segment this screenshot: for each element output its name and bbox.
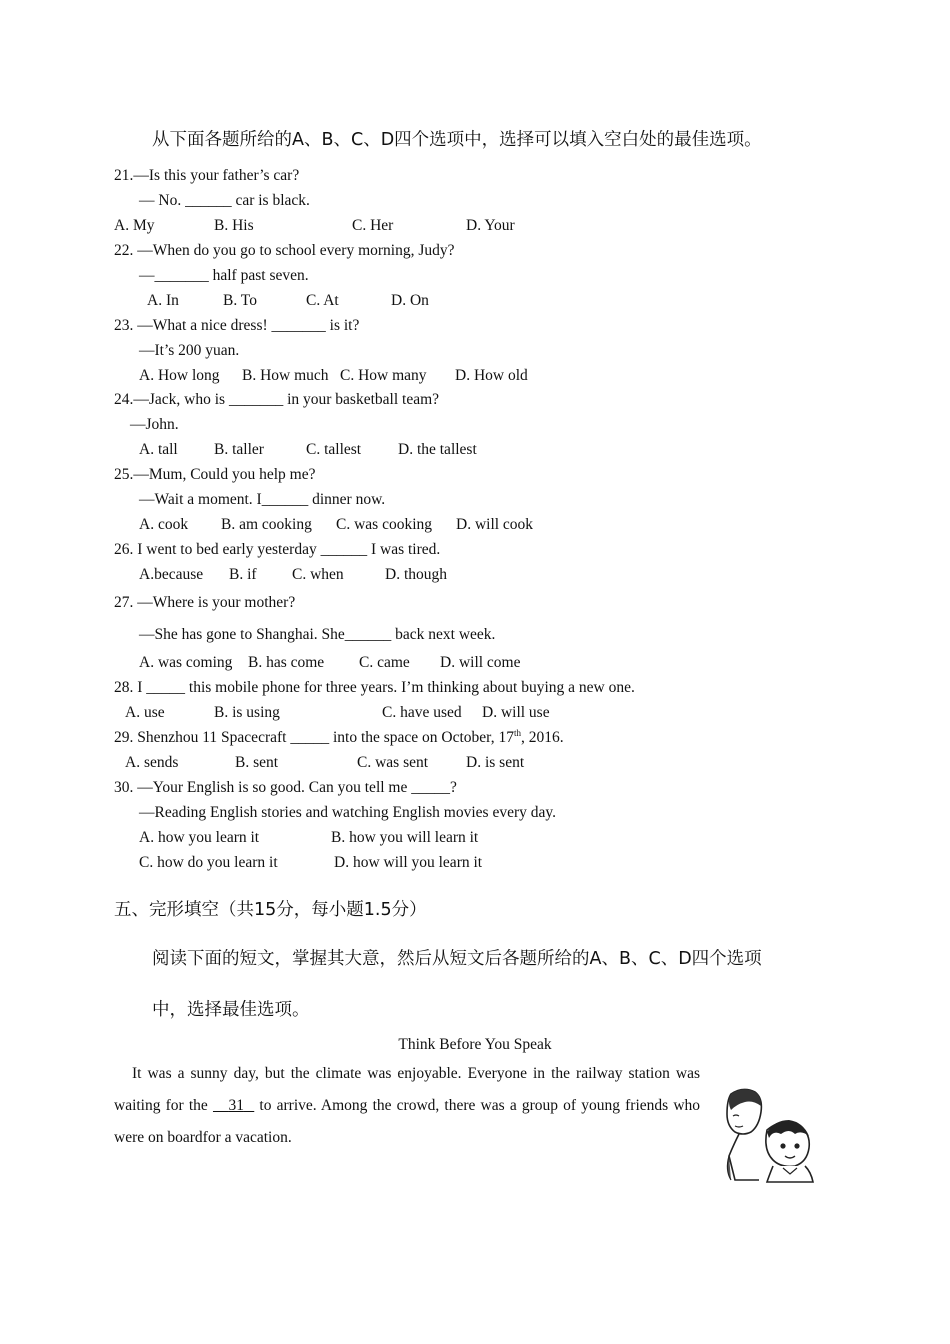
option-24-b: B. taller bbox=[214, 441, 264, 458]
option-28-c: C. have used bbox=[382, 704, 462, 721]
option-25-c: C. was cooking bbox=[336, 516, 433, 533]
option-23-b: B. How much bbox=[242, 367, 329, 384]
question-22: 22. —When do you go to school every morning, Judy? bbox=[114, 242, 455, 259]
option-22-c: C. At bbox=[306, 292, 339, 309]
option-28-d: D. will use bbox=[482, 704, 550, 721]
option-29-a: A. sends bbox=[125, 754, 179, 771]
question-23: 23. —What a nice dress! _______ is it? bbox=[114, 317, 360, 334]
option-23-a: A. How long bbox=[139, 367, 220, 384]
passage-paragraph bbox=[114, 1058, 700, 1154]
instruction-mc: 从下面各题所给的A、B、C、D四个选项中，选择可以填入空白处的最佳选项。 bbox=[152, 130, 762, 150]
option-30-a: A. how you learn it bbox=[139, 829, 260, 846]
question-27: 27. —Where is your mother? bbox=[114, 594, 296, 611]
answer-line-21: — No. ______ car is black. bbox=[139, 192, 310, 209]
question-29-year: , 2016. bbox=[521, 729, 564, 746]
option-27-a: A. was coming bbox=[139, 654, 233, 671]
answer-line-25: —Wait a moment. I______ dinner now. bbox=[139, 491, 386, 508]
option-30-b: B. how you will learn it bbox=[331, 829, 479, 846]
question-25: 25.—Mum, Could you help me? bbox=[114, 466, 316, 483]
option-27-b: B. has come bbox=[248, 654, 325, 671]
question-29 bbox=[114, 728, 564, 748]
section-5-instruction-line-1: 阅读下面的短文，掌握其大意，然后从短文后各题所给的A、B、C、D四个选项 bbox=[152, 949, 762, 969]
option-21-a: A. My bbox=[114, 217, 155, 234]
answer-line-30: —Reading English stories and watching English movies every day. bbox=[139, 804, 556, 821]
option-24-d: D. the tallest bbox=[398, 441, 477, 458]
option-24-c: C. tallest bbox=[306, 441, 362, 458]
section-5-instruction-line-2: 中，选择最佳选项。 bbox=[152, 1000, 310, 1020]
option-28-a: A. use bbox=[125, 704, 165, 721]
answer-line-23: —It’s 200 yuan. bbox=[139, 342, 240, 359]
section-5-title: 五、完形填空（共15分，每小题1.5分） bbox=[114, 900, 427, 920]
option-26-d: D. though bbox=[385, 566, 447, 583]
option-29-c: C. was sent bbox=[357, 754, 429, 771]
option-29-d: D. is sent bbox=[466, 754, 525, 771]
option-26-b: B. if bbox=[229, 566, 257, 583]
question-24: 24.—Jack, who is _______ in your basketball team? bbox=[114, 391, 440, 408]
answer-line-27: —She has gone to Shanghai. She______ back next week. bbox=[139, 626, 496, 643]
question-29-superscript: th bbox=[513, 727, 521, 738]
option-26-a: A.because bbox=[139, 566, 204, 583]
option-21-b: B. His bbox=[214, 217, 254, 234]
option-27-d: D. will come bbox=[440, 654, 521, 671]
option-28-b: B. is using bbox=[214, 704, 280, 721]
question-29-text: 29. Shenzhou 11 Spacecraft _____ into the space on October, 17 bbox=[114, 729, 514, 746]
option-25-b: B. am cooking bbox=[221, 516, 312, 533]
option-30-d: D. how will you learn it bbox=[334, 854, 483, 871]
question-30: 30. —Your English is so good. Can you tell me _____? bbox=[114, 779, 457, 796]
answer-line-22: —_______ half past seven. bbox=[139, 267, 309, 284]
man-and-boy-illustration bbox=[715, 1086, 819, 1184]
option-23-d: D. How old bbox=[455, 367, 528, 384]
answer-line-24: —John. bbox=[130, 416, 179, 433]
blank-31 bbox=[213, 1097, 254, 1114]
option-29-b: B. sent bbox=[235, 754, 279, 771]
passage-title: Think Before You Speak bbox=[398, 1036, 552, 1053]
option-25-a: A. cook bbox=[139, 516, 189, 533]
option-27-c: C. came bbox=[359, 654, 410, 671]
option-30-c: C. how do you learn it bbox=[139, 854, 278, 871]
passage-text-2: to arrive. Among the crowd, there was a group of young friends who were on boardfor a vacation. bbox=[114, 1097, 701, 1146]
option-25-d: D. will cook bbox=[456, 516, 534, 533]
option-22-d: D. On bbox=[391, 292, 429, 309]
option-22-a: A. In bbox=[147, 292, 179, 309]
option-23-c: C. How many bbox=[340, 367, 427, 384]
question-21: 21.—Is this your father’s car? bbox=[114, 167, 300, 184]
option-26-c: C. when bbox=[292, 566, 344, 583]
option-24-a: A. tall bbox=[139, 441, 178, 458]
passage-text-1: It was a sunny day, but the climate was enjoyable. Everyone in the railway station was waiting for the bbox=[114, 1065, 700, 1114]
blank-31-number: 31 bbox=[228, 1097, 244, 1114]
option-21-c: C. Her bbox=[352, 217, 394, 234]
option-21-d: D. Your bbox=[466, 217, 515, 234]
option-22-b: B. To bbox=[223, 292, 257, 309]
question-26: 26. I went to bed early yesterday ______ I was tired. bbox=[114, 541, 441, 558]
question-28: 28. I _____ this mobile phone for three years. I’m thinking about buying a new one. bbox=[114, 679, 635, 696]
